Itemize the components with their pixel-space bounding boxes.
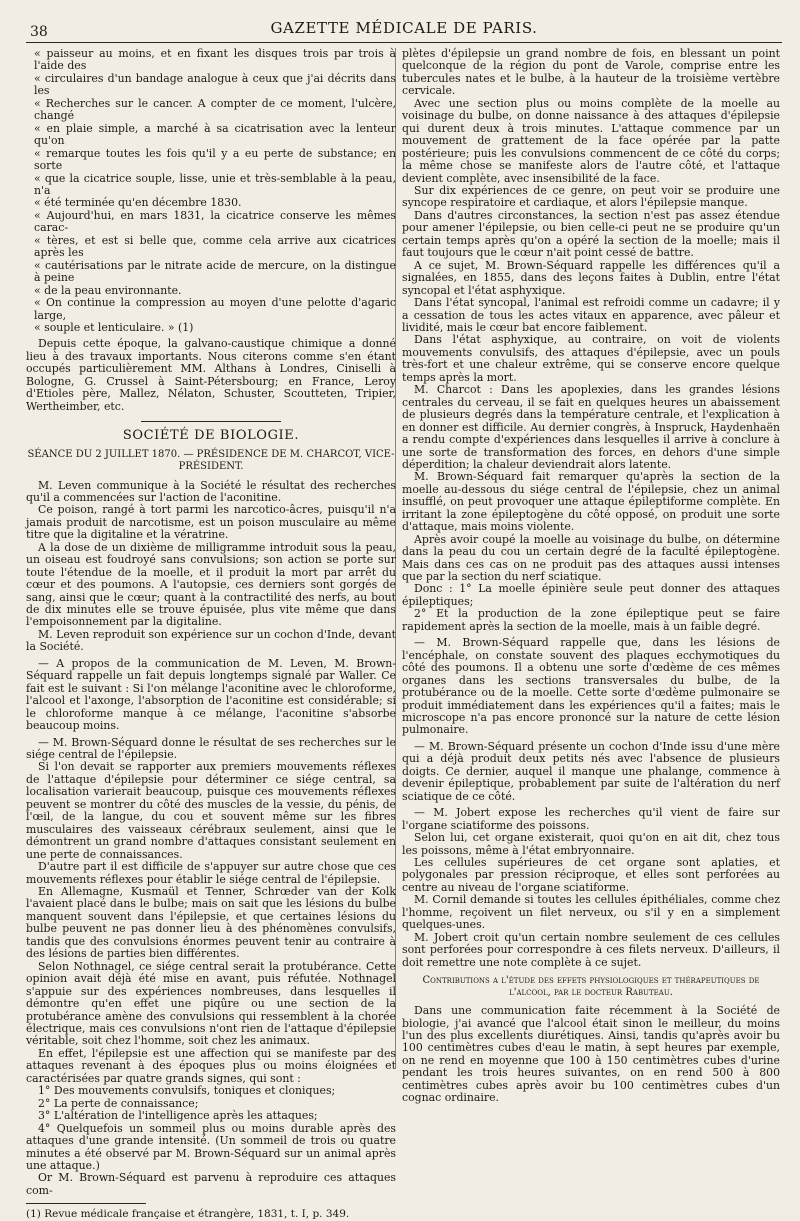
paragraph: M. Cornil demande si toutes les cellules épithéliales, comme chez l'homme, reçoivent un filet nerveux, ou s'il y en a simplement quelques-unes. [402,893,780,932]
section-title: SOCIÉTÉ DE BIOLOGIE. [122,428,300,444]
quote-line: « que la cicatrice souple, lisse, unie et très-semblable à la peau, n'a [34,171,396,197]
paragraph: En Allemagne, Kusmaül et Tenner, Schrœder van der Kolk l'avaient placé dans le bulbe; mais on sait que les lésions du bulbe manquent souvent dans l'épilepsie, et que certaines lésions du bulbe peuvent ne pas donner lieu à des phénomènes convulsifs, tandis que des convulsions énormes peuvent tenir au contraire à des lésions de parties bien différentes. [26,885,396,961]
paragraph: Selon lui, cet organe existerait, quoi qu'on en ait dit, chez tous les poissons, même à l'état embryonnaire. [402,831,780,857]
paragraph: Dans d'autres circonstances, la section n'est pas assez étendue pour amener l'épilepsie, ou bien celle-ci peut ne se produire qu'un certain temps après qu'on a opéré la section de la moelle; mais il faut toujours que le cœur n'ait point cessé de battre. [402,208,780,260]
signs-list [26,1085,396,1172]
paragraph: M. Charcot : Dans les apoplexies, dans les grandes lésions centrales du cerveau, il se fait en quelques heures un abaissement de plusieurs degrés dans la température centrale, et l'explication à en donner est difficile. Au dernier congrès, à Inspruck, Haydenhaën a rendu compte d'expériences dans lesquelles il arrive à conclure à une sorte de transformation des forces, en dehors d'une simple déperdition; la chaleur deviendrait alors latente. [402,383,780,471]
journal-title: GAZETTE MÉDICALE DE PARIS. [270,19,538,37]
paragraph: plètes d'épilepsie un grand nombre de fois, en blessant un point quelconque de la région du pont de Varole, comprise entre les tubercules nates et le bulbe, à la hauteur de la troisième vertèbre cervicale. [402,47,780,98]
paragraph: Dans une communication faite récemment à la Société de biologie, j'ai avancé que l'alcool était sinon le meilleur, du moins l'un des plus excellents diurétiques. Ainsi, tandis qu'après avoir bu 100 centimètres cubes d'eau le matin, à sept heures par exemple, on ne rend en moyenne que 100 à 150 centimètres cubes d'urine pendant les trois heures suivantes, on en rend 500 à 800 centimètres cubes après avoir bu 100 centimètres cubes d'un cognac ordinaire. [402,1004,780,1105]
quoted-text [26,48,396,334]
session-line: SÉANCE DU 2 JUILLET 1870. — PRÉSIDENCE DE M. CHARCOT, VICE-PRÉSIDENT. [27,448,395,473]
quote-line: « de la peau environnante. [34,283,182,297]
list-item: 2° La perte de connaissance; [38,1096,199,1110]
quote-line: « en plaie simple, a marché à sa cicatrisation avec la lenteur qu'on [34,121,396,148]
paragraph: A la dose de un dixième de milligramme introduit sous la peau, un oiseau est foudroyé sans convulsions; son action se porte sur toute l'étendue de la moelle, et il produit la mort par arrêt du cœur et des poumons. A l'autopsie, ces derniers sont gorgés de sang, ainsi que le cœur; quant à la contractilité des nerfs, au bout de dix minutes elle se trouve épuisée, plus vite même que dans l'empoisonnement par la digitaline. [26,540,396,629]
paragraph: Les cellules supérieures de cet organe sont aplaties, et polygonales par pression réciproque, et elles sont perforées au centre au niveau de l'organe sciatiforme. [402,856,780,894]
paragraph: Donc : 1° La moelle épinière seule peut donner des attaques épileptiques; [402,582,780,608]
page-number: 38 [30,24,48,40]
section-rule [141,421,281,422]
quote-line: « remarque toutes les fois qu'il y a eu perte de substance; en sorte [34,146,396,173]
paragraph: En effet, l'épilepsie est une affection qui se manifeste par des attaques revenant à des époques plus ou moins éloignées et caractérisées par quatre grands signes, qui sont : [26,1046,396,1085]
paragraph: D'autre part il est difficile de s'appuyer sur autre chose que ces mouvements réflexes pour établir le siége central de l'épilepsie. [26,860,396,886]
quote-line: « souple et lenticulaire. » (1) [34,320,194,334]
paragraph: Si l'on devait se rapporter aux premiers mouvements réflexes de l'attaque d'épilepsie pour déterminer ce siége central, sa localisation varierait beaucoup, puisque ces mouvements réflexes peuvent se montrer du côté des muscles de la vessie, du pénis, de l'œil, de la langue, du cou et souvent même sur les fibres musculaires des vaisseaux cérébraux seulement, ainsi que le démontrent un grand nombre d'attaques consistant seulement en une perte de connaissances. [26,760,396,861]
quote-line: « Aujourd'hui, en mars 1831, la cicatrice conserve les mêmes carac- [34,208,396,235]
page-header [26,18,782,43]
footnote-rule [26,1203,146,1204]
quote-line: « circulaires d'un bandage analogue à ceux que j'ai décrits dans les [34,71,396,98]
quote-line: « été terminée qu'en décembre 1830. [34,196,242,210]
paragraph: — A propos de la communication de M. Leven, M. Brown-Séquard rappelle un fait depuis longtemps signalé par Waller. Ce fait est le suivant : Si l'on mélange l'aconitine avec le chloroforme, l'alcool et l'axonge, l'absorption de l'aconitine est considérable; si le chloroforme manque à ce mélange, l'aconitine s'absorbe beaucoup moins. [26,656,396,733]
paragraph: M. Leven communique à la Société le résultat des recherches qu'il a commencées sur l'action de l'aconitine. [26,478,396,504]
paragraph: Dans l'état asphyxique, au contraire, on voit de violents mouvements convulsifs, des attaques d'épilepsie, avec un pouls très-fort et une chaleur extrême, qui se conserve encore quelque temps après la mort. [402,333,780,384]
paragraph: Dans l'état syncopal, l'animal est refroidi comme un cadavre; il y a cessation de tous les actes vitaux en apparence, avec pâleur et lividité, mais le cœur bat encore faiblement. [402,296,780,334]
paragraph: Avec une section plus ou moins complète de la moelle au voisinage du bulbe, on donne naissance à des attaques d'épilepsie qui durent deux à trois minutes. L'attaque commence par un mouvement de grattement de la face opérée par la patte postérieure; puis les convulsions commencent de ce côté du corps; la même chose se manifeste alors de l'autre côté, et l'attaque devient complète, avec insensibilité de la face. [402,96,780,185]
list-item: 3° L'altération de l'intelligence après les attaques; [38,1109,318,1123]
contribution-title: Contributions a l'étude des effets physiologiques et thérapeutiques de l'alcool, par le docteur Rabuteau. [422,975,760,999]
list-item: 4° Quelquefois un sommeil plus ou moins durable après des attaques d'une grande intensité. (Un sommeil de trois ou quatre minutes a été observé par M. Brown-Séquard sur un animal après une attaque.) [26,1121,396,1172]
quote-line: « paisseur au moins, et en fixant les disques trois par trois à l'aide des [34,47,396,73]
paragraph: — M. Brown-Séquard donne le résultat de ses recherches sur le siége central de l'épilepsie. [26,735,396,762]
list-item: 1° Des mouvements convulsifs, toniques et cloniques; [38,1084,336,1098]
paragraph: Ce poison, rangé à tort parmi les narcotico-âcres, puisqu'il n'a jamais produit de narcotisme, est un poison musculaire au même titre que la digitaline et la vératrine. [26,503,396,542]
quote-line: « On continue la compression au moyen d'une pelotte d'agaric large, [34,296,396,322]
right-column [402,47,780,1105]
paragraph: M. Jobert croit qu'un certain nombre seulement de ces cellules sont perforées pour correspondre à ces filets nerveux. D'ailleurs, il doit remettre une note complète à ce sujet. [402,930,780,969]
quote-line: « tères, et est si belle que, comme cela arrive aux cicatrices après les [34,233,396,260]
left-column [26,47,396,1221]
paragraph: Or M. Brown-Séquard est parvenu à reproduire ces attaques com- [26,1171,396,1197]
paragraph: — M. Brown-Séquard rappelle que, dans les lésions de l'encéphale, on constate souvent des plaques ecchymotiques du côté des poumons. Il a obtenu une sorte d'œdème de ces mêmes organes dans les sections transversales du bulbe, de la protubérance ou de la moelle. Cette sorte d'œdème pulmonaire se produit immédiatement dans les expériences qu'il a faites; mais le microscope n'a pas encore prononcé sur la nature de cette lésion pulmonaire. [402,636,780,737]
paragraph: Sur dix expériences de ce genre, on peut voir se produire une syncope respiratoire et cardiaque, et alors l'épilepsie manque. [402,183,780,210]
paragraph: A ce sujet, M. Brown-Séquard rappelle les différences qu'il a signalées, en 1855, dans des leçons faites à Dublin, entre l'état syncopal et l'état asphyxique. [402,258,780,297]
paragraph: 2° Et la production de la zone épileptique peut se faire rapidement après la section de la moelle, mais à un faible degré. [402,607,780,633]
paragraph: Selon Nothnagel, ce siége central serait la protubérance. Cette opinion avait déjà été mise en avant, puis réfutée. Nothnagel s'appuie sur des expériences nombreuses, dans lesquelles il démontre qu'en effet une piqûre ou une section de la protubérance amène des convulsions qui ressemblent à la chorée électrique, mais ces convulsions n'ont rien de l'attaque d'épilepsie véritable, soit chez l'homme, soit chez les animaux. [26,959,396,1048]
quote-line: « Recherches sur le cancer. A compter de ce moment, l'ulcère, changé [34,96,396,123]
paragraph: — M. Jobert expose les recherches qu'il vient de faire sur l'organe sciatiforme des poissons. [402,806,780,832]
paragraph: Après avoir coupé la moelle au voisinage du bulbe, on détermine dans la peau du cou un certain degré de la faculté épileptogène. Mais dans ces cas on ne produit pas des attaques aussi intenses que par la section du nerf sciatique. [402,532,780,584]
footnote: (1) Revue médicale française et étrangère, 1831, t. I, p. 349. [26,1208,350,1221]
quote-line: « cautérisations par le nitrate acide de mercure, on la distingue à peine [34,258,396,285]
paragraph: M. Leven reproduit son expérience sur un cochon d'Inde, devant la Société. [26,627,396,654]
paragraph: Depuis cette époque, la galvano-caustique chimique a donné lieu à des travaux importants. Nous citerons comme s'en étant occupés particulièrement MM. Althans à Londres, Ciniselli à Bologne, G. Crussel à Saint-Pétersbourg; en France, Leroy d'Etioles père, Mallez, Nélaton, Schuster, Scoutteten, Tripier, Wertheimber, etc. [26,337,396,413]
paragraph: M. Brown-Séquard fait remarquer qu'après la section de la moelle au-dessous du siége central de l'épilepsie, chez un animal insufflé, on peut provoquer une attaque épileptiforme complète. En irritant la zone épileptogène du côté opposé, on produit une sorte d'attaque, mais moins violente. [402,470,780,534]
paragraph: — M. Brown-Séquard présente un cochon d'Inde issu d'une mère qui a déjà produit deux petits nés avec l'absence de plusieurs doigts. Ce dernier, auquel il manque une phalange, commence à devenir épileptique, probablement par suite de l'altération du nerf sciatique de ce côté. [402,739,780,803]
